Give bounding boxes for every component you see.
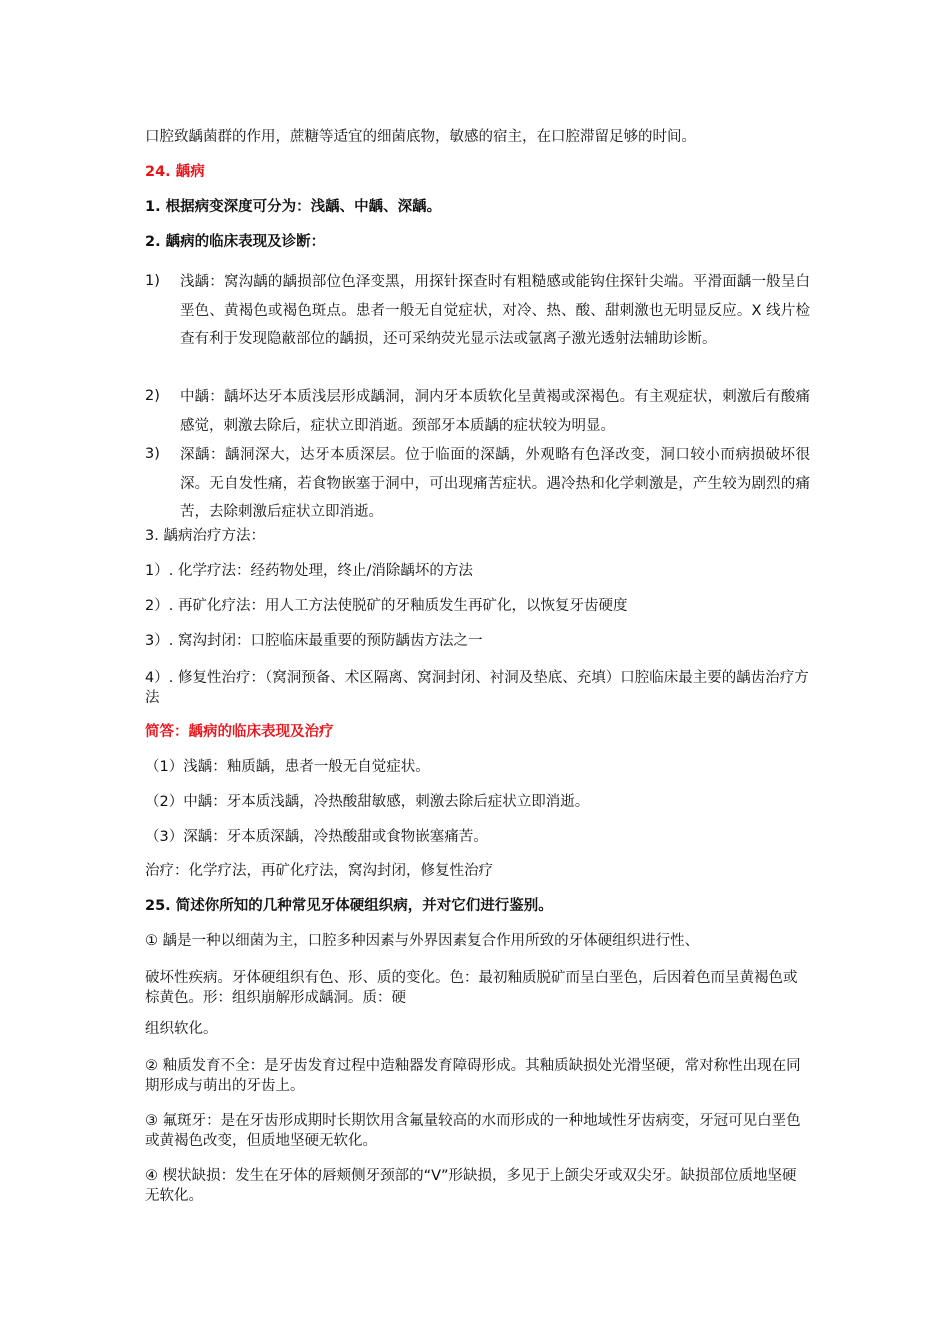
answer-1: （1）浅龋：釉质龋，患者一般无自觉症状。 bbox=[145, 759, 430, 775]
heading-short-answer: 简答：龋病的临床表现及治疗 bbox=[145, 724, 334, 740]
compare-1a: ① 龋是一种以细菌为主，口腔多种因素与外界因素复合作用所致的牙体硬组织进行性、 bbox=[145, 933, 700, 949]
treatment-3: 3）. 窝沟封闭：口腔临床最重要的预防龋齿方法之一 bbox=[145, 633, 483, 649]
compare-1c: 组织软化。 bbox=[145, 1021, 218, 1037]
item-number: 2) bbox=[145, 388, 160, 404]
answer-treatment: 治疗：化学疗法，再矿化疗法，窝沟封闭，修复性治疗 bbox=[145, 863, 493, 879]
item-number: 1) bbox=[145, 273, 160, 289]
item-text-shallow: 浅龋：窝沟龋的龋损部位色泽变黑，用探针探查时有粗糙感或能钩住探针尖端。平滑面龋一般呈白垩色、黄褐色或褐色斑点。患者一般无自觉症状，对冷、热、酸、甜刺激也无明显反应。X 线片检查有利于发现隐蔽部位的龋损，还可采纳荧光显示法或氩离子激光透射法辅助诊断。 bbox=[180, 274, 810, 347]
compare-4: ④ 楔状缺损：发生在牙体的唇颊侧牙颈部的“V”形缺损，多见于上颌尖牙或双尖牙。缺损部位质地坚硬无软化。 bbox=[145, 1168, 797, 1204]
item-text-deep: 深龋：龋洞深大，达牙本质深层。位于临面的深龋，外观略有色泽改变，洞口较小而病损破坏很深。无自发性痛，若食物嵌塞于洞中，可出现痛苦症状。遇冷热和化学刺激是，产生较为剧烈的痛苦，去除刺激后症状立即消逝。 bbox=[180, 447, 810, 520]
treatment-2: 2）. 再矿化疗法：用人工方法使脱矿的牙釉质发生再矿化，以恢复牙齿硬度 bbox=[145, 598, 628, 614]
compare-3: ③ 氟斑牙：是在牙齿形成期时长期饮用含氟量较高的水而形成的一种地域性牙齿病变，牙冠可见白垩色或黄褐色改变，但质地坚硬无软化。 bbox=[145, 1113, 801, 1149]
compare-1b: 破坏性疾病。牙体硬组织有色、形、质的变化。色：最初釉质脱矿而呈白垩色，后因着色而呈黄褐色或棕黄色。形：组织崩解形成龋洞。质：硬 bbox=[145, 970, 798, 1006]
treatment-4: 4）. 修复性治疗：（窝洞预备、术区隔离、窝洞封闭、衬洞及垫底、充填）口腔临床最主要的龋齿治疗方法 bbox=[145, 670, 809, 706]
item-text-medium: 中龋：龋坏达牙本质浅层形成龋洞，洞内牙本质软化呈黄褐或深褐色。有主观症状，刺激后有酸痛感觉，刺激去除后，症状立即消逝。颈部牙本质龋的症状较为明显。 bbox=[180, 389, 810, 434]
item-number: 3) bbox=[145, 446, 160, 462]
compare-2: ② 釉质发育不全：是牙齿发育过程中造釉器发育障碍形成。其釉质缺损处光滑坚硬，常对称性出现在同期形成与萌出的牙齿上。 bbox=[145, 1058, 801, 1094]
answer-3: （3）深龋：牙本质深龋，冷热酸甜或食物嵌塞痛苦。 bbox=[145, 829, 488, 845]
heading-24: 24. 龋病 bbox=[145, 164, 205, 180]
heading-clinical: 2. 龋病的临床表现及诊断： bbox=[145, 234, 326, 250]
answer-2: （2）中龋：牙本质浅龋，冷热酸甜敏感，刺激去除后症状立即消逝。 bbox=[145, 794, 590, 810]
heading-treatment: 3. 龋病治疗方法： bbox=[145, 528, 265, 544]
treatment-1: 1）. 化学疗法：经药物处理，终止/消除龋坏的方法 bbox=[145, 563, 473, 579]
heading-depth: 1. 根据病变深度可分为：浅龋、中龋、深龋。 bbox=[145, 199, 442, 215]
paragraph-intro: 口腔致龋菌群的作用，蔗糖等适宜的细菌底物，敏感的宿主，在口腔滞留足够的时间。 bbox=[145, 129, 696, 145]
heading-25: 25. 简述你所知的几种常见牙体硬组织病，并对它们进行鉴别。 bbox=[145, 898, 553, 914]
